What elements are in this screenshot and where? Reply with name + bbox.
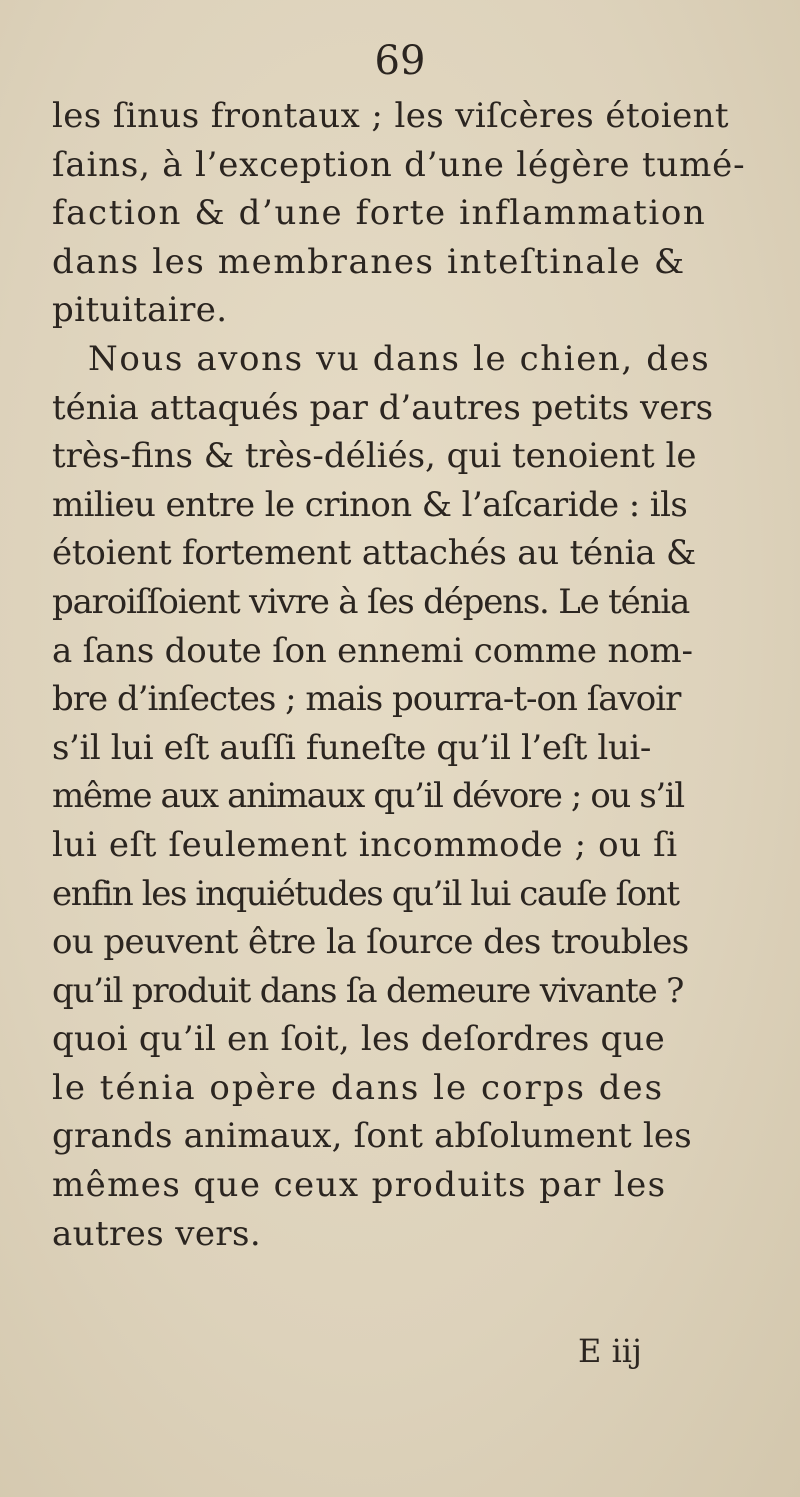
text-line: ténia attaqués par d’autres petits vers — [52, 387, 714, 428]
text-line: s’il lui eſt auſſi funeſte qu’il l’eſt lui- — [52, 727, 651, 768]
text-line: bre d’inſectes ; mais pourra-t-on ſavoir — [52, 679, 681, 720]
body-text — [52, 92, 772, 1258]
text-line: ou peuvent être la ſource des troubles — [52, 922, 689, 963]
signature-mark: E iij — [578, 1332, 642, 1370]
text-line: a ſans doute ſon ennemi comme nom- — [52, 630, 693, 671]
text-line: pituitaire. — [52, 290, 228, 331]
text-line: lui eſt ſeulement incommode ; ou ſi — [52, 824, 678, 865]
text-line: paroiſſoient vivre à ſes dépens. Le ténia — [52, 581, 690, 622]
text-line: ſains, à l’exception d’une légère tumé- — [52, 144, 746, 185]
page-number: 69 — [374, 38, 426, 84]
text-line: grands animaux, ſont abſolument les — [52, 1116, 692, 1157]
text-line: autres vers. — [52, 1213, 262, 1254]
text-line: faction & d’une forte inflammation — [52, 193, 707, 234]
text-line: milieu entre le crinon & l’aſcaride : ils — [52, 484, 688, 525]
text-line: enfin les inquiétudes qu’il lui cauſe ſont — [52, 873, 679, 914]
text-line: étoient fortement attachés au ténia & — [52, 533, 697, 574]
text-line: le ténia opère dans le corps des — [52, 1067, 665, 1108]
text-line: les ſinus frontaux ; les viſcères étoient — [52, 96, 729, 136]
text-line: même aux animaux qu’il dévore ; ou s’il — [52, 776, 684, 817]
text-line: Nous avons vu dans le chien, des — [88, 338, 711, 379]
text-line: mêmes que ceux produits par les — [52, 1165, 667, 1206]
text-line: qu’il produit dans ſa demeure vivante ? — [52, 970, 684, 1011]
text-line: dans les membranes inteſtinale & — [52, 241, 686, 282]
text-line: très-fins & très-déliés, qui tenoient le — [52, 436, 697, 477]
text-line: quoi qu’il en ſoit, les deſordres que — [52, 1019, 665, 1060]
